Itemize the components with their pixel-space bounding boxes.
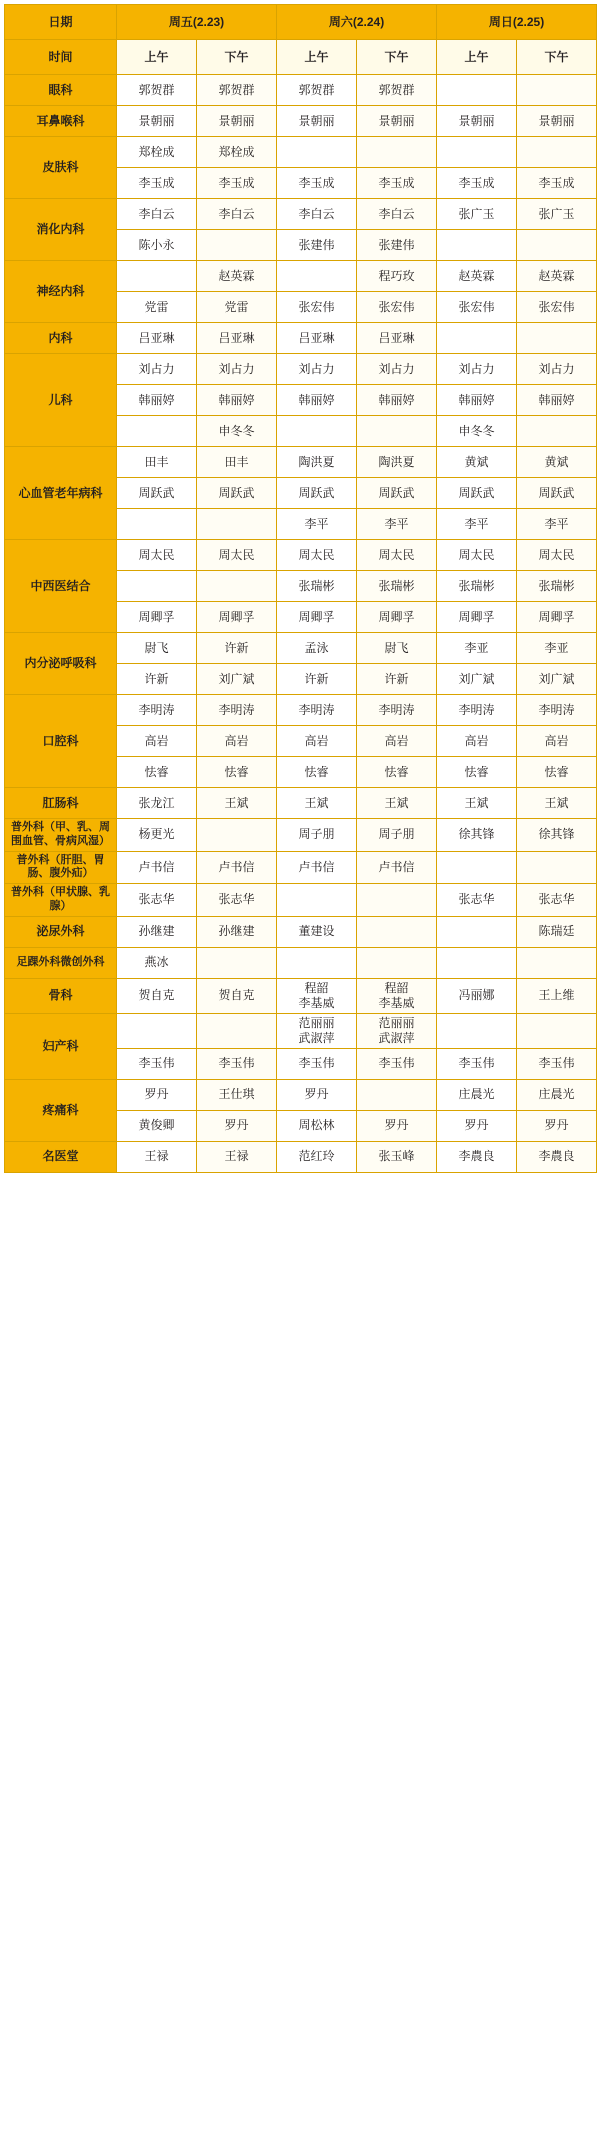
doctor-cell: 李平 (357, 509, 437, 540)
table-row (5, 199, 597, 230)
header-slot-2: 下午 (197, 40, 277, 75)
dept-label: 眼科 (5, 75, 117, 106)
header-day-1: 周五(2.23) (117, 5, 277, 40)
doctor-cell: 李玉伟 (197, 1048, 277, 1079)
doctor-cell (197, 819, 277, 852)
doctor-cell: 刘占力 (437, 354, 517, 385)
doctor-cell: 李玉伟 (517, 1048, 597, 1079)
doctor-cell: 郭贺群 (197, 75, 277, 106)
doctor-cell: 周卿孚 (117, 602, 197, 633)
doctor-cell: 周跃武 (197, 478, 277, 509)
doctor-cell: 周太民 (277, 540, 357, 571)
doctor-cell: 张建伟 (277, 230, 357, 261)
doctor-cell: 陈瑞廷 (517, 916, 597, 947)
dept-label: 中西医结合 (5, 540, 117, 633)
doctor-cell: 卢书信 (117, 851, 197, 884)
doctor-cell: 刘占力 (357, 354, 437, 385)
doctor-cell: 尉飞 (117, 633, 197, 664)
doctor-cell: 张志华 (437, 884, 517, 917)
doctor-cell: 许新 (117, 664, 197, 695)
doctor-cell: 周跃武 (117, 478, 197, 509)
doctor-cell: 吕亚琳 (357, 323, 437, 354)
doctor-cell: 罗丹 (117, 1079, 197, 1110)
doctor-cell: 高岩 (437, 726, 517, 757)
header-time-label: 时间 (5, 40, 117, 75)
doctor-cell: 李平 (277, 509, 357, 540)
doctor-cell (117, 261, 197, 292)
doctor-cell: 李玉成 (117, 168, 197, 199)
doctor-cell: 党雷 (117, 292, 197, 323)
doctor-cell: 徐其锋 (437, 819, 517, 852)
doctor-cell: 周卿孚 (437, 602, 517, 633)
doctor-cell: 李明涛 (357, 695, 437, 726)
doctor-cell: 李白云 (277, 199, 357, 230)
table-row (5, 947, 597, 978)
doctor-cell: 周子朋 (357, 819, 437, 852)
doctor-cell: 吕亚琳 (197, 323, 277, 354)
dept-label: 足踝外科微创外科 (5, 947, 117, 978)
doctor-cell: 怯睿 (197, 757, 277, 788)
doctor-cell (437, 75, 517, 106)
doctor-cell: 张建伟 (357, 230, 437, 261)
doctor-cell: 郑栓成 (117, 137, 197, 168)
doctor-cell: 刘广斌 (517, 664, 597, 695)
doctor-cell: 赵英霖 (197, 261, 277, 292)
doctor-cell: 周跃武 (517, 478, 597, 509)
dept-label: 耳鼻喉科 (5, 106, 117, 137)
doctor-cell: 王上维 (517, 978, 597, 1013)
doctor-cell: 李玉成 (517, 168, 597, 199)
doctor-cell: 罗丹 (277, 1079, 357, 1110)
doctor-cell: 李農良 (437, 1141, 517, 1172)
doctor-cell: 周太民 (357, 540, 437, 571)
doctor-cell: 周太民 (517, 540, 597, 571)
doctor-cell (197, 1013, 277, 1048)
doctor-cell (357, 884, 437, 917)
doctor-cell: 刘占力 (117, 354, 197, 385)
doctor-cell: 张宏伟 (357, 292, 437, 323)
doctor-cell: 许新 (197, 633, 277, 664)
table-row (5, 75, 597, 106)
doctor-cell: 张广玉 (517, 199, 597, 230)
doctor-cell: 尉飞 (357, 633, 437, 664)
doctor-cell: 徐其锋 (517, 819, 597, 852)
header-slot-1: 上午 (117, 40, 197, 75)
dept-label: 儿科 (5, 354, 117, 447)
doctor-cell (277, 947, 357, 978)
doctor-cell: 韩丽婷 (197, 385, 277, 416)
dept-label: 普外科（甲、乳、周围血管、骨病风湿） (5, 819, 117, 852)
doctor-cell: 高岩 (357, 726, 437, 757)
doctor-cell: 韩丽婷 (117, 385, 197, 416)
doctor-cell: 罗丹 (357, 1110, 437, 1141)
doctor-cell: 李玉成 (277, 168, 357, 199)
doctor-cell: 陶洪夏 (277, 447, 357, 478)
doctor-cell: 景朝丽 (437, 106, 517, 137)
doctor-cell: 郭贺群 (357, 75, 437, 106)
doctor-cell: 怯睿 (117, 757, 197, 788)
doctor-cell: 王斌 (357, 788, 437, 819)
doctor-cell: 景朝丽 (357, 106, 437, 137)
header-day-2: 周六(2.24) (277, 5, 437, 40)
doctor-cell: 贺自克 (197, 978, 277, 1013)
doctor-cell: 贺自克 (117, 978, 197, 1013)
doctor-cell: 党雷 (197, 292, 277, 323)
doctor-cell: 庄晨光 (517, 1079, 597, 1110)
doctor-cell: 罗丹 (197, 1110, 277, 1141)
doctor-cell: 吕亚琳 (277, 323, 357, 354)
doctor-cell: 吕亚琳 (117, 323, 197, 354)
doctor-cell: 张瑞彬 (277, 571, 357, 602)
doctor-cell (197, 509, 277, 540)
doctor-cell (517, 851, 597, 884)
dept-label: 皮肤科 (5, 137, 117, 199)
doctor-cell: 王斌 (197, 788, 277, 819)
doctor-cell (437, 916, 517, 947)
doctor-cell: 怯睿 (437, 757, 517, 788)
doctor-cell (277, 137, 357, 168)
doctor-cell: 王禄 (117, 1141, 197, 1172)
doctor-cell (357, 916, 437, 947)
doctor-cell: 李明涛 (517, 695, 597, 726)
doctor-cell: 刘占力 (517, 354, 597, 385)
doctor-cell: 黄斌 (517, 447, 597, 478)
header-date-label: 日期 (5, 5, 117, 40)
doctor-cell (437, 851, 517, 884)
doctor-cell: 王禄 (197, 1141, 277, 1172)
doctor-cell: 冯丽娜 (437, 978, 517, 1013)
header-row-slot (5, 40, 597, 75)
doctor-cell: 郭贺群 (117, 75, 197, 106)
table-row (5, 788, 597, 819)
doctor-cell: 李明涛 (117, 695, 197, 726)
doctor-cell: 刘广斌 (197, 664, 277, 695)
doctor-cell: 张志华 (197, 884, 277, 917)
doctor-cell: 申冬冬 (197, 416, 277, 447)
doctor-cell: 景朝丽 (197, 106, 277, 137)
doctor-cell: 孟泳 (277, 633, 357, 664)
doctor-cell: 怯睿 (517, 757, 597, 788)
doctor-cell: 张玉峰 (357, 1141, 437, 1172)
header-slot-3: 上午 (277, 40, 357, 75)
doctor-cell: 韩丽婷 (277, 385, 357, 416)
doctor-cell: 刘占力 (197, 354, 277, 385)
header-day-3: 周日(2.25) (437, 5, 597, 40)
doctor-cell (517, 75, 597, 106)
table-row (5, 1141, 597, 1172)
doctor-cell: 罗丹 (517, 1110, 597, 1141)
doctor-cell: 卢书信 (357, 851, 437, 884)
doctor-cell: 张广玉 (437, 199, 517, 230)
doctor-cell: 周卿孚 (357, 602, 437, 633)
doctor-cell: 李玉伟 (117, 1048, 197, 1079)
doctor-cell: 李農良 (517, 1141, 597, 1172)
doctor-cell (517, 416, 597, 447)
doctor-cell: 张龙江 (117, 788, 197, 819)
doctor-cell: 张瑞彬 (437, 571, 517, 602)
doctor-cell: 李白云 (117, 199, 197, 230)
dept-label: 骨科 (5, 978, 117, 1013)
dept-label: 神经内科 (5, 261, 117, 323)
table-row (5, 851, 597, 884)
doctor-cell (277, 261, 357, 292)
doctor-cell (197, 230, 277, 261)
doctor-cell: 郑栓成 (197, 137, 277, 168)
doctor-cell: 许新 (357, 664, 437, 695)
table-row (5, 261, 597, 292)
doctor-cell: 张宏伟 (277, 292, 357, 323)
doctor-cell: 程韶 李基威 (277, 978, 357, 1013)
doctor-cell: 怯睿 (357, 757, 437, 788)
table-row (5, 1013, 597, 1048)
doctor-cell: 周卿孚 (517, 602, 597, 633)
doctor-cell: 燕冰 (117, 947, 197, 978)
doctor-cell (437, 323, 517, 354)
doctor-cell: 陶洪夏 (357, 447, 437, 478)
doctor-cell: 刘占力 (277, 354, 357, 385)
doctor-cell: 李平 (437, 509, 517, 540)
dept-label: 消化内科 (5, 199, 117, 261)
doctor-cell: 怯睿 (277, 757, 357, 788)
doctor-cell: 郭贺群 (277, 75, 357, 106)
doctor-cell: 李白云 (357, 199, 437, 230)
header-slot-4: 下午 (357, 40, 437, 75)
doctor-cell (117, 416, 197, 447)
dept-label: 妇产科 (5, 1013, 117, 1079)
doctor-cell (357, 1079, 437, 1110)
doctor-cell: 李明涛 (437, 695, 517, 726)
doctor-cell (357, 947, 437, 978)
doctor-cell (277, 884, 357, 917)
doctor-cell (117, 571, 197, 602)
table-row (5, 884, 597, 917)
table-row (5, 323, 597, 354)
doctor-cell (517, 947, 597, 978)
doctor-cell (437, 1013, 517, 1048)
table-row (5, 1079, 597, 1110)
doctor-cell (437, 947, 517, 978)
doctor-cell: 周卿孚 (277, 602, 357, 633)
doctor-cell: 李平 (517, 509, 597, 540)
doctor-cell: 周太民 (197, 540, 277, 571)
doctor-cell: 王仕琪 (197, 1079, 277, 1110)
doctor-cell: 张瑞彬 (517, 571, 597, 602)
doctor-cell: 李玉成 (437, 168, 517, 199)
doctor-cell: 张宏伟 (437, 292, 517, 323)
doctor-cell (517, 137, 597, 168)
doctor-cell: 孙继建 (197, 916, 277, 947)
doctor-cell: 李玉伟 (357, 1048, 437, 1079)
doctor-cell (357, 416, 437, 447)
doctor-cell (117, 509, 197, 540)
doctor-cell: 陈小永 (117, 230, 197, 261)
doctor-cell: 孙继建 (117, 916, 197, 947)
doctor-cell: 李亚 (517, 633, 597, 664)
doctor-cell: 张志华 (117, 884, 197, 917)
doctor-cell (517, 230, 597, 261)
doctor-cell: 景朝丽 (277, 106, 357, 137)
doctor-cell: 周太民 (437, 540, 517, 571)
doctor-cell (197, 571, 277, 602)
doctor-cell (517, 1013, 597, 1048)
dept-label: 泌尿外科 (5, 916, 117, 947)
doctor-cell: 庄晨光 (437, 1079, 517, 1110)
doctor-cell: 黄斌 (437, 447, 517, 478)
doctor-cell: 许新 (277, 664, 357, 695)
dept-label: 内分泌呼吸科 (5, 633, 117, 695)
doctor-cell: 李白云 (197, 199, 277, 230)
doctor-cell: 黄俊卿 (117, 1110, 197, 1141)
doctor-cell (437, 137, 517, 168)
dept-label: 普外科（甲状腺、乳腺） (5, 884, 117, 917)
doctor-cell: 罗丹 (437, 1110, 517, 1141)
table-row (5, 106, 597, 137)
dept-label: 疼痛科 (5, 1079, 117, 1141)
doctor-cell: 程韶 李基威 (357, 978, 437, 1013)
schedule-body (5, 5, 597, 1173)
doctor-cell: 高岩 (197, 726, 277, 757)
dept-label: 普外科（肝胆、胃肠、腹外疝） (5, 851, 117, 884)
doctor-cell: 刘广斌 (437, 664, 517, 695)
doctor-cell: 景朝丽 (517, 106, 597, 137)
doctor-cell: 周跃武 (357, 478, 437, 509)
doctor-cell: 程巧玫 (357, 261, 437, 292)
doctor-cell (277, 416, 357, 447)
doctor-cell: 张瑞彬 (357, 571, 437, 602)
doctor-cell: 周松林 (277, 1110, 357, 1141)
doctor-cell: 韩丽婷 (517, 385, 597, 416)
doctor-cell (197, 947, 277, 978)
doctor-cell: 周卿孚 (197, 602, 277, 633)
doctor-cell: 周子朋 (277, 819, 357, 852)
doctor-cell: 景朝丽 (117, 106, 197, 137)
doctor-cell: 韩丽婷 (357, 385, 437, 416)
table-row (5, 916, 597, 947)
doctor-cell: 李明涛 (197, 695, 277, 726)
table-row (5, 354, 597, 385)
doctor-cell: 董建设 (277, 916, 357, 947)
dept-label: 口腔科 (5, 695, 117, 788)
doctor-cell: 王斌 (277, 788, 357, 819)
doctor-cell: 李玉成 (197, 168, 277, 199)
table-row (5, 978, 597, 1013)
doctor-cell: 王斌 (517, 788, 597, 819)
doctor-cell: 高岩 (277, 726, 357, 757)
header-slot-5: 上午 (437, 40, 517, 75)
doctor-cell: 申冬冬 (437, 416, 517, 447)
doctor-cell: 田丰 (117, 447, 197, 478)
doctor-cell: 赵英霖 (517, 261, 597, 292)
dept-label: 肛肠科 (5, 788, 117, 819)
doctor-cell: 李明涛 (277, 695, 357, 726)
doctor-cell: 卢书信 (277, 851, 357, 884)
doctor-cell: 周跃武 (277, 478, 357, 509)
doctor-cell: 田丰 (197, 447, 277, 478)
doctor-cell: 王斌 (437, 788, 517, 819)
doctor-cell: 范红玲 (277, 1141, 357, 1172)
doctor-cell: 李玉伟 (437, 1048, 517, 1079)
doctor-cell: 范丽丽 武淑萍 (277, 1013, 357, 1048)
doctor-cell (117, 1013, 197, 1048)
dept-label: 心血管老年病科 (5, 447, 117, 540)
header-slot-6: 下午 (517, 40, 597, 75)
table-row (5, 447, 597, 478)
dept-label: 名医堂 (5, 1141, 117, 1172)
doctor-cell: 周跃武 (437, 478, 517, 509)
doctor-cell: 李亚 (437, 633, 517, 664)
doctor-cell (517, 323, 597, 354)
doctor-cell: 张志华 (517, 884, 597, 917)
doctor-cell (437, 230, 517, 261)
doctor-cell: 李玉成 (357, 168, 437, 199)
doctor-cell (357, 137, 437, 168)
doctor-cell: 赵英霖 (437, 261, 517, 292)
doctor-cell: 高岩 (517, 726, 597, 757)
table-row (5, 633, 597, 664)
doctor-cell: 高岩 (117, 726, 197, 757)
doctor-cell: 张宏伟 (517, 292, 597, 323)
doctor-cell: 韩丽婷 (437, 385, 517, 416)
doctor-cell: 卢书信 (197, 851, 277, 884)
dept-label: 内科 (5, 323, 117, 354)
table-row (5, 819, 597, 852)
outpatient-schedule-table (4, 4, 597, 1173)
doctor-cell: 周太民 (117, 540, 197, 571)
header-row-date (5, 5, 597, 40)
doctor-cell: 杨更光 (117, 819, 197, 852)
doctor-cell: 范丽丽 武淑萍 (357, 1013, 437, 1048)
table-row (5, 137, 597, 168)
table-row (5, 695, 597, 726)
doctor-cell: 李玉伟 (277, 1048, 357, 1079)
table-row (5, 540, 597, 571)
